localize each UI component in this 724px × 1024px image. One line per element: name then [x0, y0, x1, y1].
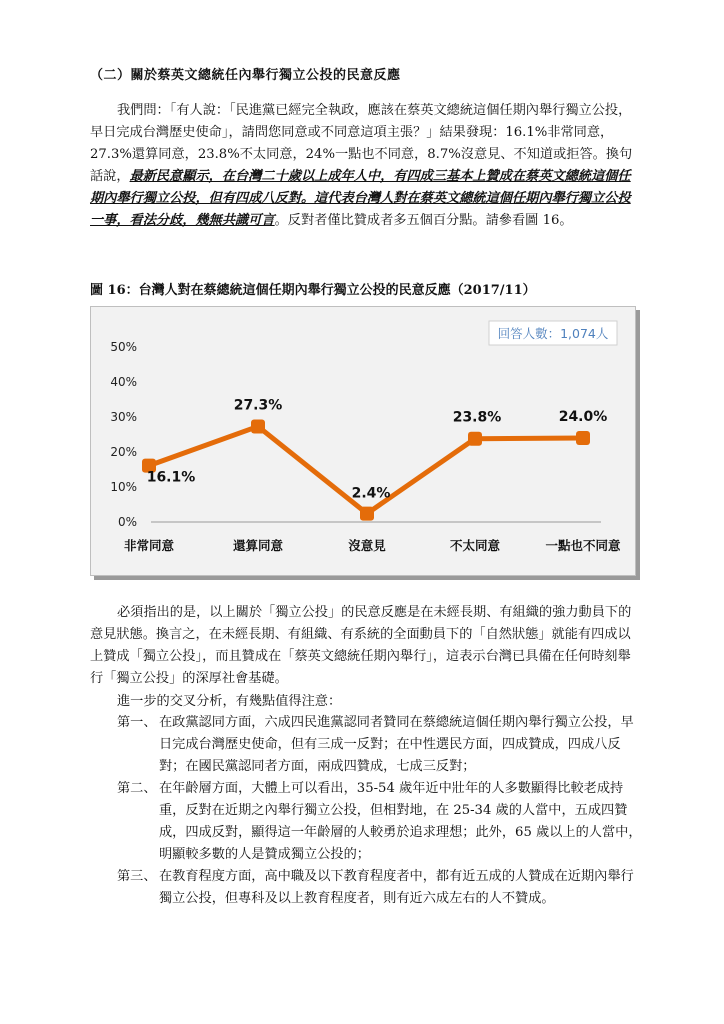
list-item-text: 在政黨認同方面，六成四民進黨認同者贊同在蔡總統這個任期內舉行獨立公投，早日完成台灣歷史使命，但有三成一反對；在中性選民方面，四成贊成，四成八反對；在國民黨認同者方面，兩成四贊成，七成三反對； — [159, 715, 634, 774]
data-label: 23.8% — [452, 409, 502, 426]
list-item-label: 第一、 — [117, 715, 157, 730]
data-label: 27.3% — [233, 397, 283, 414]
data-point — [360, 507, 374, 521]
intro-highlight: 最新民意顯示，在台灣二十歲以上成年人中，有四成三基本上贊成在蔡英文總統這個任期內舉行獨立公投，但有四成八反對。這代表台灣人對在蔡英文總統這個任期內舉行獨立公投一事，看法分歧，幾無共識可言 — [90, 169, 631, 228]
data-point — [468, 432, 482, 446]
line-chart-svg — [91, 307, 635, 575]
x-category-label: 非常同意 — [123, 538, 175, 553]
y-tick-label: 20% — [110, 445, 137, 459]
line-chart — [90, 306, 636, 576]
x-category-label: 不太同意 — [449, 538, 501, 553]
section-heading: （二）關於蔡英文總統任內舉行獨立公投的民意反應 — [90, 68, 401, 83]
cross-analysis-intro: 進一步的交叉分析，有幾點值得注意： — [117, 694, 342, 709]
y-tick-label: 10% — [110, 480, 137, 494]
data-label: 16.1% — [146, 469, 196, 486]
y-tick-label: 50% — [110, 340, 137, 354]
y-tick-label: 40% — [110, 375, 137, 389]
y-tick-label: 30% — [110, 410, 137, 424]
list-item-label: 第二、 — [117, 781, 157, 796]
intro-paragraph — [90, 100, 640, 232]
figure-title: 圖 16：台灣人對在蔡總統這個任期內舉行獨立公投的民意反應（2017/11） — [90, 283, 536, 298]
x-category-label: 一點也不同意 — [545, 538, 621, 553]
respondent-count: 回答人數：1,074人 — [497, 326, 609, 341]
list-item-label: 第三、 — [117, 869, 157, 884]
list-item-text: 在年齡層方面，大體上可以看出，35-54 歲年近中壯年的人多數顯得比較老成持重，反對在近期之內舉行獨立公投，但相對地，在 25-34 歲的人當中，五成四贊成，四成反對，顯得這一年齡層的人較勇於追求理想；此外，65 歲以上的人當中，明顯較多數的人是贊成獨立公投的； — [159, 781, 642, 862]
analysis-paragraph: 必須指出的是，以上關於「獨立公投」的民意反應是在未經長期、有組織的強力動員下的意見狀態。換言之，在未經長期、有組織、有系統的全面動員下的「自然狀態」就能有四成以上贊成「獨立公投」，而且贊成在「蔡英文總統任期內舉行」，這表示台灣已具備在任何時刻舉行「獨立公投」的深厚社會基礎。 — [90, 605, 632, 686]
data-point — [251, 419, 265, 433]
data-label: 24.0% — [558, 409, 608, 425]
y-tick-label: 0% — [117, 515, 137, 529]
data-label: 2.4% — [351, 485, 391, 502]
data-point — [576, 431, 590, 445]
intro-text: 我們問：「有人說：「民進黨已經完全執政，應該在蔡英文總統這個任期內舉行獨立公投，早日完成台灣歷史使命」，請問您同意或不同意這項主張？」結果發現：16.1%非常同意，27.3%還算同意，23.8%不太同意，24%一點也不同意，8.7%沒意見、不知道或拒答。換句話說， — [90, 103, 633, 184]
x-category-label: 沒意見 — [348, 538, 386, 553]
list-item-text: 在教育程度方面，高中職及以下教育程度者中，都有近五成的人贊成在近期內舉行獨立公投，但專科及以上教育程度者，則有近六成左右的人不贊成。 — [159, 869, 634, 906]
intro-tail: 。反對者僅比贊成者多五個百分點。請參看圖 16。 — [274, 213, 573, 228]
x-category-label: 還算同意 — [232, 538, 284, 553]
